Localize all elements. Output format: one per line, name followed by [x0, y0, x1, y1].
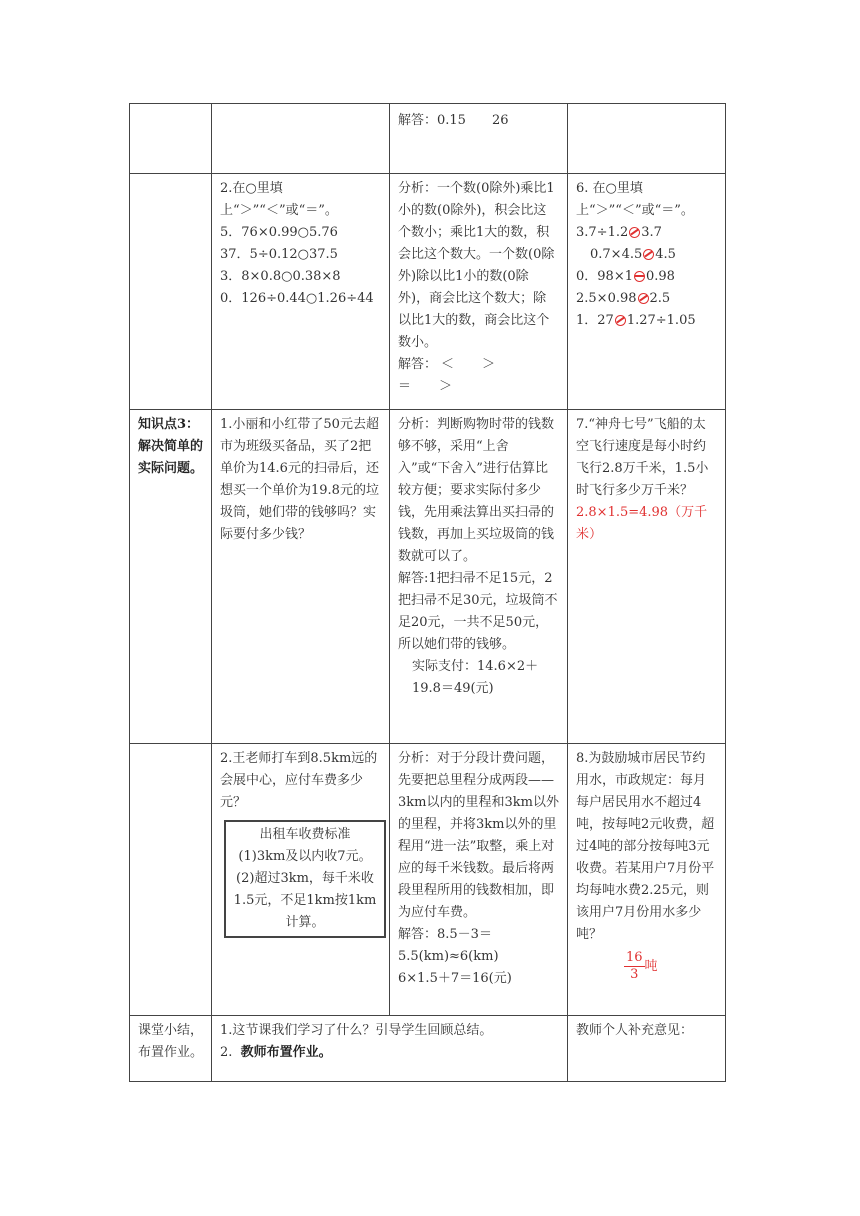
answer-label: 解答：: [398, 357, 438, 372]
question-line: 3．8×0.8○0.38×8: [220, 269, 341, 284]
practice-text: 7.“神舟七号”飞船的太空飞行速度是每小时约飞行2.8万千米，1.5小时飞行多少万千米？: [576, 417, 709, 498]
crossed-circle-icon: [638, 293, 649, 304]
analysis-cell: [390, 174, 568, 410]
question-line: 2.在○里填上“＞”“＜”或“＝”。: [220, 181, 338, 218]
answer-symbol: ＜: [441, 357, 455, 372]
lesson-plan-table: [129, 103, 726, 1082]
question-text: 2.王老师打车到8.5km远的会展中心，应付车费多少元？: [220, 751, 378, 810]
analysis-text: 分析：判断购物时带的钱数够不够，采用“上舍入”或“下舍入”进行估算比较方便；要求实际付多少钱，先用乘法算出买扫帚的钱数，再加上买垃圾筒的钱数就可以了。: [398, 417, 555, 564]
practice-item: 0.7×4.5 4.5: [590, 247, 676, 262]
table-row: [130, 744, 726, 1016]
question-cell: [212, 410, 390, 744]
practice-item: 1．27 1.27÷1.05: [576, 313, 696, 328]
fare-title: 出租车收费标准: [259, 827, 351, 842]
practice-item: 2.5×0.98 2.5: [576, 291, 671, 306]
equal-circle-icon: [634, 271, 645, 282]
cell-empty: [130, 744, 212, 1016]
analysis-text: 分析：一个数(0除外)乘比1小的数(0除外)，积会比这个数小；乘比1大的数，积会比这个数大。一个数(0除外)除以比1小的数(0除外)，商会比这个数大；除以比1大的数，商会比这个数小。: [398, 181, 555, 350]
answer-unit: 吨: [644, 959, 658, 974]
question-line: 0．126÷0.44○1.26÷44: [220, 291, 374, 306]
question-cell: [212, 174, 390, 410]
table-row: [130, 410, 726, 744]
practice-item: 0．98×1 0.98: [576, 269, 675, 284]
fare-standard-box: [224, 820, 386, 938]
question-line: 37．5÷0.12○37.5: [220, 247, 338, 262]
crossed-circle-icon: [615, 315, 626, 326]
answer-cell: [390, 104, 568, 174]
table-row: [130, 174, 726, 410]
answer-line: [398, 354, 559, 398]
practice-answer: 2.8×1.5=4.98（万千米）: [576, 505, 708, 542]
summary-label-cell: [130, 1016, 212, 1082]
knowledge-point-cell: [130, 410, 212, 744]
table-row: [130, 1016, 726, 1082]
crossed-circle-icon: [643, 249, 654, 260]
crossed-circle-icon: [629, 227, 640, 238]
answer-text: 解答：0.15 26: [398, 113, 509, 128]
cell-empty: [130, 104, 212, 174]
practice-title: 6. 在○里填上“＞”“＜”或“＝”。: [576, 181, 694, 218]
cell-empty: [130, 174, 212, 410]
analysis-cell: [390, 744, 568, 1016]
solution-text: 6×1.5＋7＝16(元): [398, 971, 512, 986]
analysis-text: 分析：对于分段计费问题，先要把总里程分成两段——3km以内的里程和3km以外的里程，并将3km以外的里程用“进一法”取整，乘上对应的每千米钱数。最后将两段里程所用的钱数相加，即为应付车费。: [398, 751, 559, 920]
table-row: [130, 104, 726, 174]
practice-item: 3.7÷1.2 3.7: [576, 225, 662, 240]
cell-empty: [568, 104, 726, 174]
practice-cell: [568, 410, 726, 744]
question-cell: [212, 744, 390, 1016]
solution-text: 解答：8.5－3＝5.5(km)≈6(km): [398, 927, 499, 964]
cell-empty: [212, 104, 390, 174]
practice-cell: [568, 744, 726, 1016]
analysis-cell: [390, 410, 568, 744]
summary-label: 课堂小结，布置作业。: [138, 1023, 204, 1060]
summary-cell: [212, 1016, 568, 1082]
question-line: 5．76×0.99○5.76: [220, 225, 338, 240]
answer-symbol: ＝: [398, 379, 412, 394]
answer-symbol: ＞: [439, 379, 453, 394]
solution-text: 解答:1把扫帚不足15元，2把扫帚不足30元，垃圾筒不足20元，一共不足50元，所以她们带的钱够。: [398, 571, 558, 652]
teacher-note: 教师个人补充意见：: [576, 1023, 694, 1038]
payment-text: 实际支付：14.6×2＋19.8＝49(元): [412, 659, 539, 696]
answer-symbol: ＞: [482, 357, 496, 372]
summary-item: 2. 教师布置作业。: [220, 1045, 332, 1060]
teacher-note-cell: [568, 1016, 726, 1082]
summary-item: 1.这节课我们学习了什么？引导学生回顾总结。: [220, 1023, 493, 1038]
question-text: 1.小丽和小红带了50元去超市为班级买备品，买了2把单价为14.6元的扫帚后，还想买一个单价为19.8元的垃圾筒，她们带的钱够吗？实际要付多少钱？: [220, 417, 379, 542]
fraction: $\frac{16}{3}$: [626, 950, 643, 982]
fare-rule: (1)3km及以内收7元。: [238, 849, 372, 864]
practice-text: 8.为鼓励城市居民节约用水，市政规定：每月每户居民用水不超过4吨，按每吨2元收费，超过4吨的部分按每吨3元收费。若某用户7月份平均每吨水费2.25元，则该用户7月份用水多少吨？: [576, 751, 715, 942]
practice-cell: [568, 174, 726, 410]
knowledge-point-label: 知识点3：解决简单的实际问题。: [138, 417, 204, 476]
fare-rule: (2)超过3km，每千米收1.5元，不足1km按1km计算。: [233, 871, 377, 930]
practice-answer: [576, 950, 717, 983]
